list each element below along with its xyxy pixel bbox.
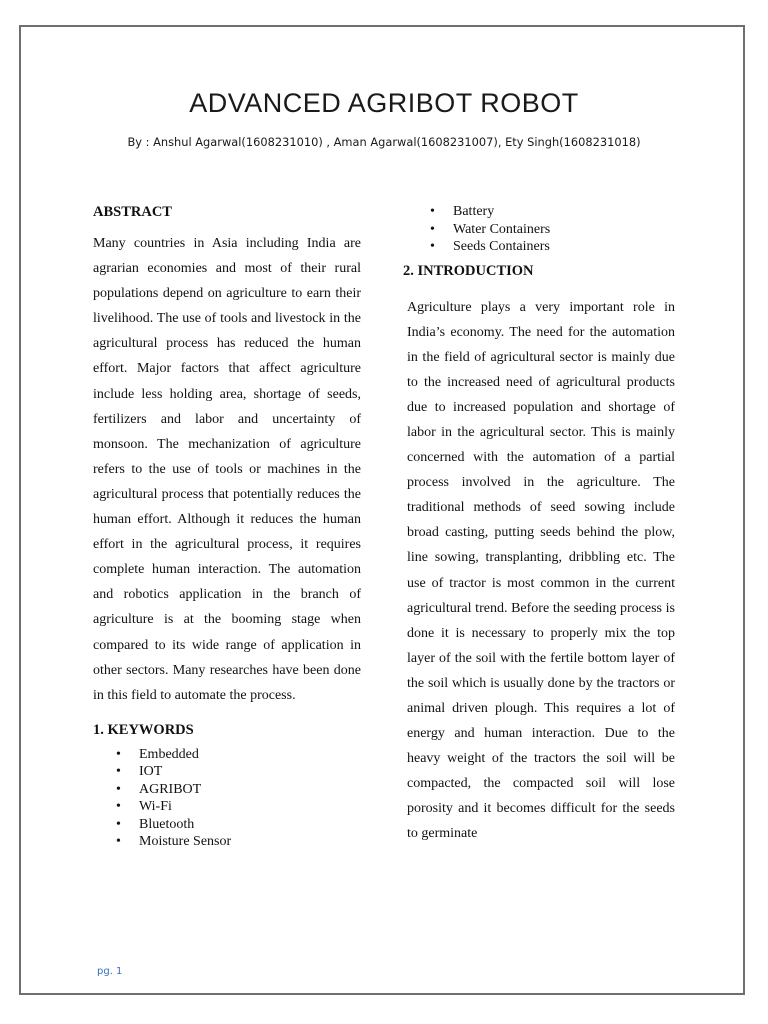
list-item: • Moisture Sensor [116, 834, 232, 850]
list-item: • Bluetooth [116, 816, 195, 832]
list-item: • Seeds Containers [430, 239, 550, 254]
abstract-heading: ABSTRACT [93, 204, 172, 220]
list-item: • AGRIBOT [116, 781, 202, 797]
keywords-list [93, 746, 361, 851]
bullet-icon: • [430, 239, 435, 254]
bullet-icon: • [116, 799, 121, 815]
list-item: • Water Containers [430, 221, 551, 237]
bullet-icon: • [430, 204, 435, 219]
introduction-heading: 2. INTRODUCTION [403, 262, 534, 279]
list-item: • Embedded [116, 746, 199, 762]
bullet-icon: • [116, 746, 121, 762]
bullet-icon: • [116, 834, 121, 850]
list-item: • Battery [430, 204, 495, 219]
page-number: pg. 1 [97, 966, 123, 977]
bullet-icon: • [116, 781, 121, 797]
bullet-icon: • [430, 221, 435, 237]
list-item: • Wi-Fi [116, 799, 172, 815]
bullet-icon: • [116, 764, 121, 780]
bullet-icon: • [116, 816, 121, 832]
keywords-heading: 1. KEYWORDS [93, 721, 194, 738]
right-column [403, 203, 675, 847]
paper-title: ADVANCED AGRIBOT ROBOT [189, 88, 579, 118]
left-column [93, 203, 361, 851]
author-line: By : Anshul Agarwal(1608231010) , Aman Agarwal(1608231007), Ety Singh(1608231018) [127, 135, 641, 149]
abstract-text: Many countries in Asia including India are agrarian economies and most of their rural populations depend on agriculture to earn their livelihood. The use of tools and livestock in the agricultural process has reduced the human effort. Major factors that affect agriculture include less holding area, shortage of seeds, fertilizers and labor and uncertainty of monsoon. The mechanization of agriculture refers to the use of tools or machines in the agricultural process that potentially reduces the human effort. Although it reduces the human effort in the agricultural process, it requires complete human interaction. The automation and robotics application in the branch of agriculture is at the booming stage when compared to its wide range of application in other sectors. Many researches have been done in this field to automate the process. [93, 236, 361, 703]
list-item: • IOT [116, 764, 163, 780]
keywords-continued-list [407, 203, 675, 256]
introduction-text: Agriculture plays a very important role in India’s economy. The need for the automation in the field of agricultural sector is mainly due to the increased need of agricultural products due to increased population and shortage of labor in the agricultural sector. This is mainly concerned with the automation of a partial process involved in the agriculture. The traditional methods of seed sowing include broad casting, putting seeds behind the plow, line sowing, transplanting, dribbling etc. The use of tractor is most common in the current agricultural trend. Before the seeding process is done it is necessary to properly mix the top layer of the soil with the fertile bottom layer of the soil which is usually done by the tractors or animal driven plough. This requires a lot of energy and human interaction. Due to the heavy weight of the tractors the soil will be compacted, the compacted soil will lose porosity and it becomes difficult for the seeds to germinate [407, 299, 675, 842]
